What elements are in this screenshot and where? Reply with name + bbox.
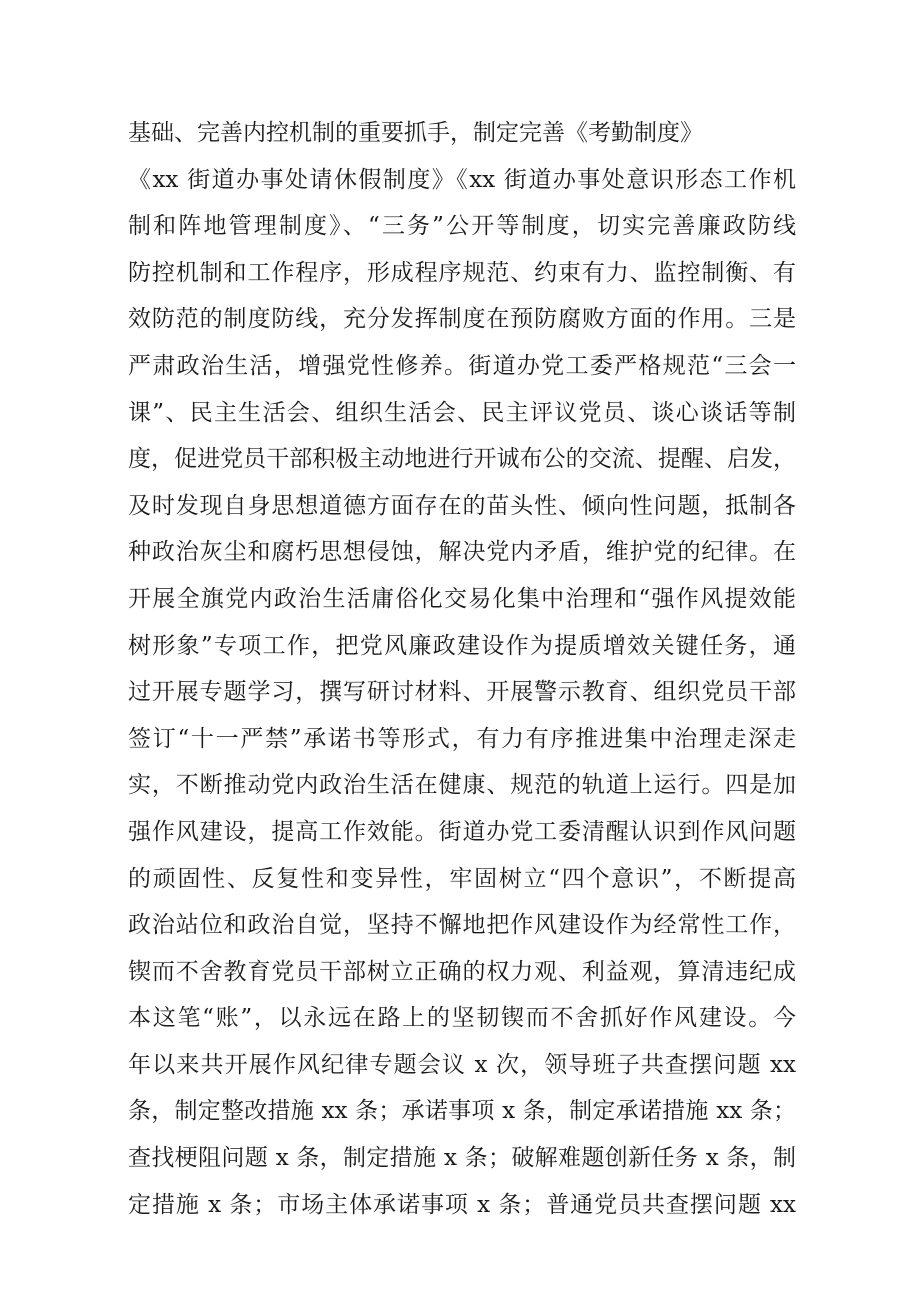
text-line: 过开展专题学习，撰写研讨材料、开展警示教育、组织党员干部 — [128, 679, 796, 706]
text-line: 政治站位和政治自觉，坚持不懈地把作风建设作为经常性工作， — [128, 912, 796, 939]
document-body — [128, 110, 796, 1228]
text-line: 锲而不舍教育党员干部树立正确的权力观、利益观，算清违纪成 — [128, 958, 796, 985]
text-line: 严肃政治生活，增强党性修养。街道办党工委严格规范“三会一 — [128, 352, 796, 379]
text-line: 防控机制和工作程序，形成程序规范、约束有力、监控制衡、有 — [128, 259, 796, 286]
text-line: 本这笔“账”，以永远在路上的坚韧锲而不舍抓好作风建设。今 — [128, 1005, 796, 1032]
text-line: 《xx 街道办事处请休假制度》《xx 街道办事处意识形态工作机 — [128, 166, 796, 193]
text-line: 课”、民主生活会、组织生活会、民主评议党员、谈心谈话等制 — [128, 399, 796, 426]
text-line: 条，制定整改措施 xx 条；承诺事项 x 条，制定承诺措施 xx 条； — [128, 1098, 796, 1125]
text-line: 基础、完善内控机制的重要抓手，制定完善《考勤制度》 — [128, 120, 703, 146]
text-line: 树形象”专项工作，把党风廉政建设作为提质增效关键任务，通 — [128, 632, 796, 659]
text-line: 制和阵地管理制度》、“三务”公开等制度，切实完善廉政防线 — [128, 213, 796, 240]
text-line: 及时发现自身思想道德方面存在的苗头性、倾向性问题，抵制各 — [128, 492, 796, 519]
text-line: 签订“十一严禁”承诺书等形式，有力有序推进集中治理走深走 — [128, 725, 796, 752]
text-line: 效防范的制度防线，充分发挥制度在预防腐败方面的作用。三是 — [128, 306, 796, 333]
text-line: 种政治灰尘和腐朽思想侵蚀，解决党内矛盾，维护党的纪律。在 — [128, 539, 796, 566]
text-line: 定措施 x 条；市场主体承诺事项 x 条；普通党员共查摆问题 xx — [128, 1191, 796, 1218]
text-line: 度，促进党员干部积极主动地进行开诚布公的交流、提醒、启发， — [128, 446, 796, 473]
text-line: 查找梗阻问题 x 条，制定措施 x 条；破解难题创新任务 x 条，制 — [128, 1145, 796, 1172]
text-line: 开展全旗党内政治生活庸俗化交易化集中治理和“强作风提效能 — [128, 585, 796, 612]
text-line: 实，不断推动党内政治生活在健康、规范的轨道上运行。四是加 — [128, 772, 796, 799]
text-line: 年以来共开展作风纪律专题会议 x 次，领导班子共查摆问题 xx — [128, 1051, 796, 1078]
text-line: 强作风建设，提高工作效能。街道办党工委清醒认识到作风问题 — [128, 818, 796, 845]
text-line: 的顽固性、反复性和变异性，牢固树立“四个意识”，不断提高 — [128, 865, 796, 892]
